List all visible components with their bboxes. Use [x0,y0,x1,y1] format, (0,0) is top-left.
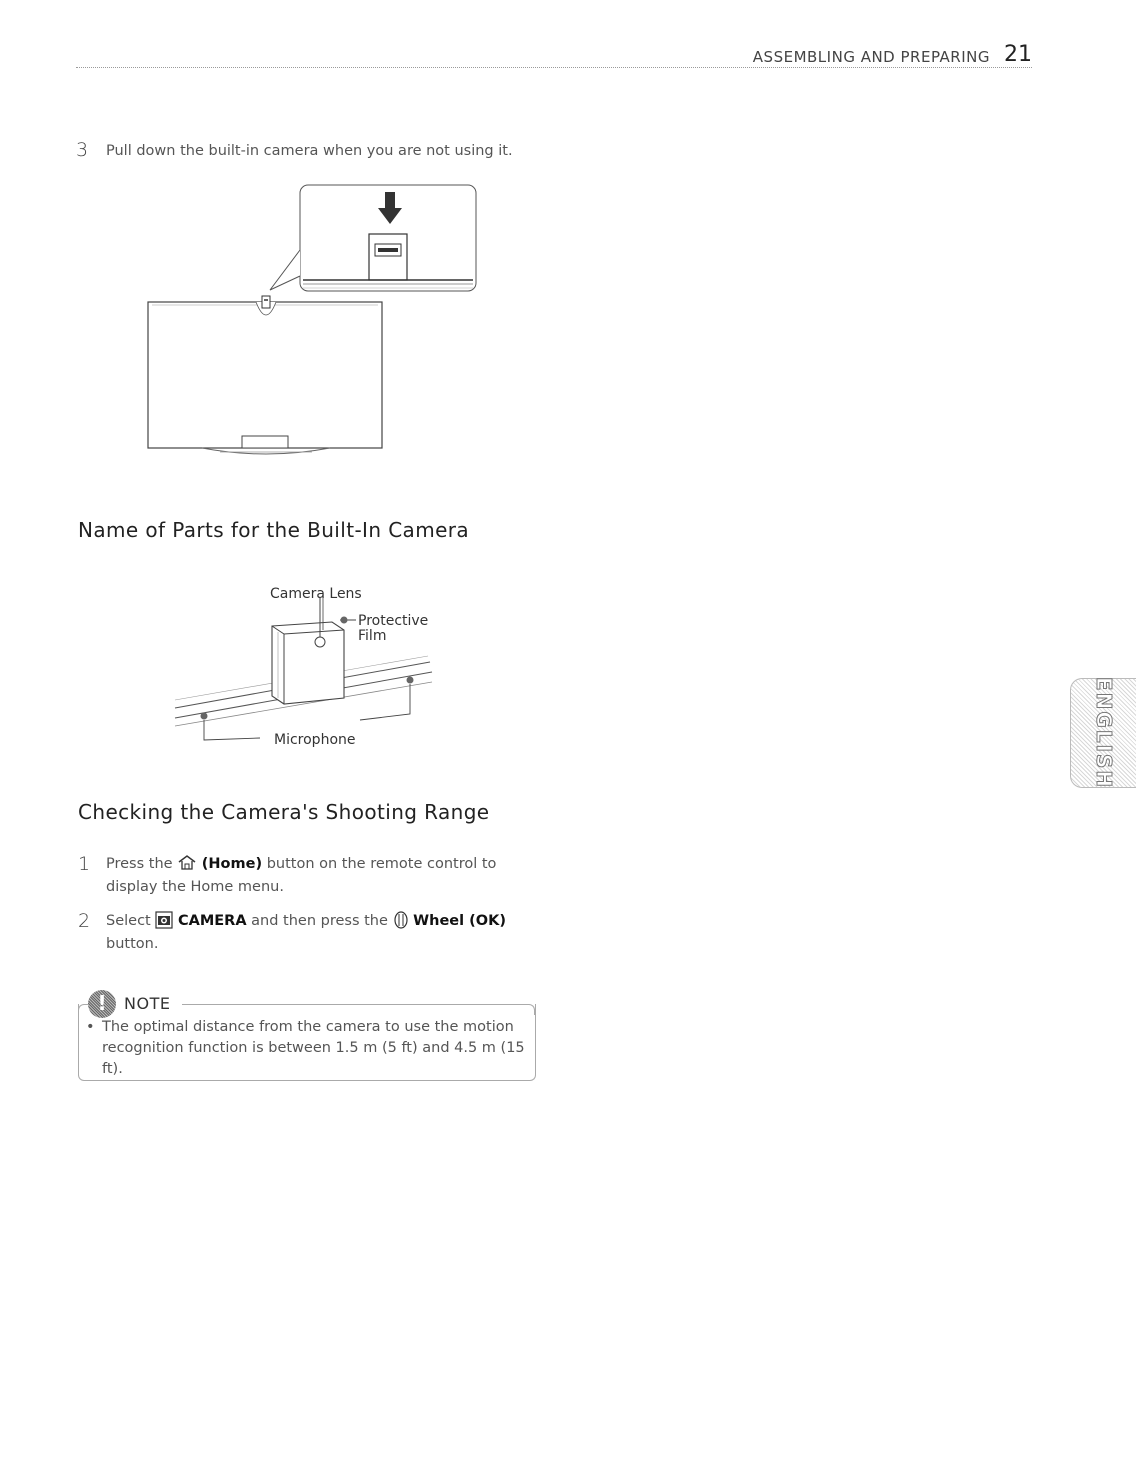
header-rule [76,67,1032,68]
section-title-parts: Name of Parts for the Built-In Camera [78,518,470,542]
note-alert-mark: ! [97,991,107,1015]
section-header-title: ASSEMBLING AND PREPARING [752,48,990,66]
step-text-segment: button on the remote control to [266,856,497,872]
step-text-segment: and then press the [251,913,388,929]
label-camera-lens: Camera Lens [270,586,362,602]
step-text-segment: Press the [106,856,173,872]
home-button-label: (Home) [201,856,263,872]
step-text: Pull down the built-in camera when you are not using it. [106,143,513,159]
camera-parts-diagram [170,580,460,750]
step-text-line2: display the Home menu. [106,879,284,895]
note-alert-icon [88,990,116,1018]
note-border-right [182,1004,535,1015]
step-text [106,853,496,876]
label-protective-film-line2: Film [358,628,387,644]
step-number: 3 [76,139,89,161]
note-bullet: • [86,1019,95,1035]
note-title: NOTE [124,994,171,1013]
label-protective-film-line1: Protective [358,613,429,629]
home-icon [177,854,197,871]
camera-menu-label: CAMERA [177,913,247,929]
step-text [106,910,506,933]
note-body: The optimal distance from the camera to use the motion recognition function is between 1.5 m (5 ft) and 4.5 m (15 ft). [102,1019,525,1077]
step-text-line2: button. [106,936,159,952]
language-tab [1070,678,1136,788]
step-number: 1 [78,853,91,875]
step-text-segment: Select [106,913,151,929]
page-number: 21 [1004,42,1032,67]
wheel-ok-label: Wheel (OK) [413,913,506,929]
step-number: 2 [78,910,91,932]
wheel-ok-icon [393,911,409,929]
tv-camera-illustration [140,180,490,460]
label-microphone: Microphone [274,732,356,748]
note-text [88,1017,528,1080]
language-tab-label: ENGLISH [1092,676,1116,790]
camera-app-icon [155,911,173,929]
section-title-range: Checking the Camera's Shooting Range [78,800,490,824]
